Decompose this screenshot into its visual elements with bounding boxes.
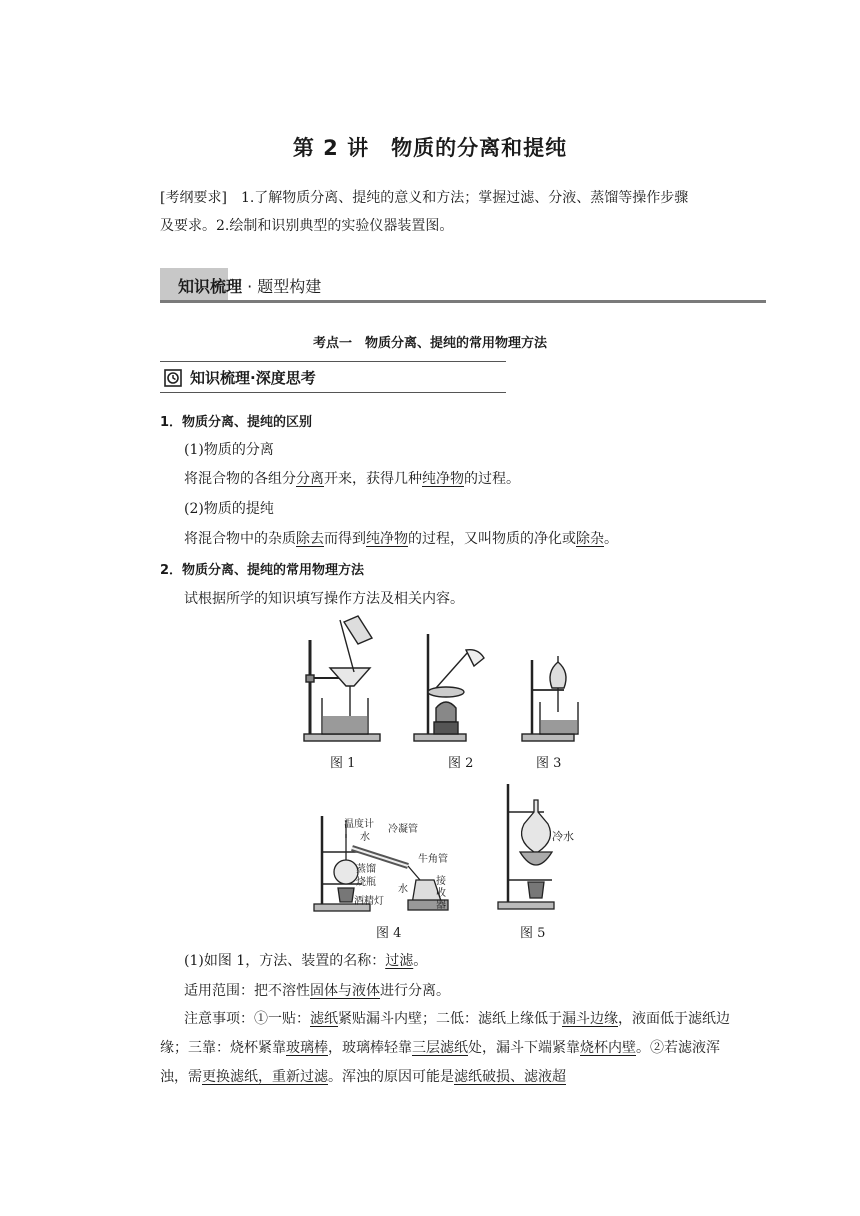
label-cold-water: 冷水 <box>552 830 574 843</box>
label-flask-1: 蒸馏 <box>356 864 376 875</box>
s2-intro: 试根据所学的知识填写操作方法及相关内容。 <box>184 591 464 607</box>
blank-answer: 三层滤纸 <box>412 1040 468 1056</box>
label-water-in: 水 <box>398 884 408 895</box>
subheader-text: 知识梳理·深度思考 <box>190 369 316 387</box>
banner-bold: 知识梳理 <box>178 277 243 296</box>
requirement-text: 1.了解物质分离、提纯的意义和方法；掌握过滤、分液、蒸馏等操作步骤 <box>240 190 689 206</box>
label-lamp: 酒精灯 <box>354 896 384 907</box>
page-title: 第 2 讲 物质的分离和提纯 <box>292 136 568 160</box>
blank-answer: 分离 <box>296 471 324 487</box>
blank-answer: 除杂 <box>576 531 604 547</box>
label-flask-2: 烧瓶 <box>356 877 376 888</box>
label-receiver-1: 接 <box>436 876 446 887</box>
fig3-caption: 图 3 <box>536 756 562 771</box>
sublimation-apparatus <box>494 782 578 912</box>
separatory-funnel-apparatus <box>522 656 578 741</box>
fig5-caption: 图 5 <box>520 926 546 941</box>
fig2-caption: 图 2 <box>448 756 474 771</box>
banner-rest: 题型构建 <box>257 277 322 296</box>
blank-answer: 纯净物 <box>366 531 408 547</box>
banner-dot: · <box>247 277 253 296</box>
label-adapter: 牛角管 <box>418 854 448 865</box>
apparatus-figures-1-3 <box>296 612 596 747</box>
blank-answer: 除去 <box>296 531 324 547</box>
blank-answer: 玻璃棒 <box>286 1040 328 1056</box>
section-banner <box>160 268 766 304</box>
s1-b-title: (2)物质的提纯 <box>184 501 274 517</box>
clock-icon <box>164 369 182 387</box>
s1-a-title: (1)物质的分离 <box>184 442 274 458</box>
p3: 注意事项：①一贴：滤纸紧贴漏斗内壁；二低：滤纸上缘低于漏斗边缘，液面低于滤纸边缘；三靠：烧杯紧靠玻璃棒，玻璃棒轻靠三层滤纸处，漏斗下端紧靠烧杯内壁。②若滤液浑浊，需更换滤纸，重新过滤。浑浊的原因可能是滤纸破损、滤液超 <box>160 1011 730 1085</box>
blank-answer: 滤纸破损、滤液超 <box>454 1069 566 1085</box>
banner-rule <box>160 300 766 303</box>
filtration-apparatus <box>304 616 380 741</box>
s1-heading: 1．物质分离、提纯的区别 <box>160 415 313 430</box>
kaodian-title: 考点一 物质分离、提纯的常用物理方法 <box>312 336 547 351</box>
label-water-out: 水 <box>360 832 370 843</box>
label-condenser: 冷凝管 <box>388 824 418 835</box>
blank-answer: 过滤 <box>385 953 414 969</box>
blank-answer: 固体与液体 <box>310 983 380 999</box>
label-receiver-2: 收 <box>436 888 446 899</box>
exam-requirement <box>160 184 740 240</box>
blank-answer: 纯净物 <box>422 471 464 487</box>
blank-answer: 滤纸 <box>310 1011 338 1027</box>
blank-answer: 更换滤纸，重新过滤 <box>202 1069 328 1085</box>
s1-b-text: 将混合物中的杂质除去而得到纯净物的过程，又叫物质的净化或除杂。 <box>184 531 618 547</box>
s1-a-text: 将混合物的各组分分离开来，获得几种纯净物的过程。 <box>184 471 520 487</box>
label-thermometer: 温度计 <box>344 819 374 830</box>
requirement-label: [考纲要求] <box>160 190 227 206</box>
p1: (1)如图 1，方法、装置的名称：过滤。 <box>184 953 428 969</box>
blank-answer: 漏斗边缘 <box>562 1011 618 1027</box>
blank-answer: 烧杯内壁 <box>580 1040 636 1056</box>
p2: 适用范围：把不溶性固体与液体进行分离。 <box>184 983 450 999</box>
subheader <box>160 361 506 393</box>
evaporation-apparatus <box>414 634 484 741</box>
requirement-text-2: 及要求。2.绘制和识别典型的实验仪器装置图。 <box>160 218 454 234</box>
fig4-caption: 图 4 <box>376 926 402 941</box>
fig1-caption: 图 1 <box>330 756 356 771</box>
s2-heading: 2．物质分离、提纯的常用物理方法 <box>160 563 365 578</box>
label-receiver-3: 器 <box>436 900 446 911</box>
